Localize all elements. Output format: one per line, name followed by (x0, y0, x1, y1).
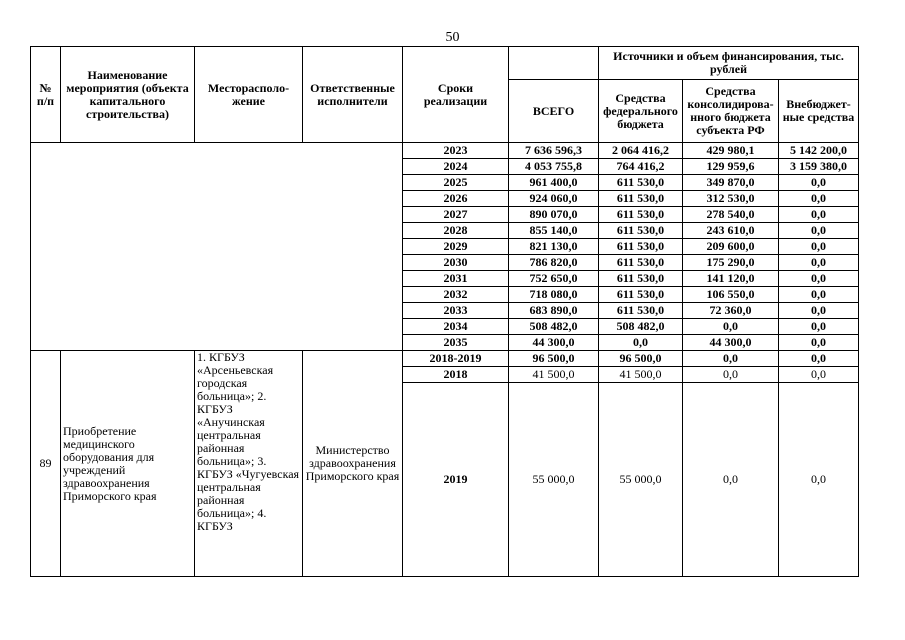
year-cell: 2018-2019 (403, 351, 509, 367)
offbudget-cell: 0,0 (779, 383, 859, 577)
offbudget-cell: 0,0 (779, 239, 859, 255)
table-row (31, 143, 859, 159)
header-period: Сроки реализации (403, 47, 509, 143)
federal-cell: 611 530,0 (599, 223, 683, 239)
regional-cell: 209 600,0 (683, 239, 779, 255)
federal-cell: 96 500,0 (599, 351, 683, 367)
offbudget-cell: 0,0 (779, 319, 859, 335)
header-sources-group: Источники и объем финансирования, тыс. рублей (599, 47, 859, 80)
item-responsible: Министерство здравоохранения Приморского края (303, 351, 403, 577)
financing-table (30, 46, 859, 577)
total-cell: 44 300,0 (509, 335, 599, 351)
offbudget-cell: 0,0 (779, 223, 859, 239)
total-cell: 718 080,0 (509, 287, 599, 303)
federal-cell: 611 530,0 (599, 239, 683, 255)
regional-cell: 0,0 (683, 367, 779, 383)
total-cell: 924 060,0 (509, 191, 599, 207)
year-cell: 2025 (403, 175, 509, 191)
year-cell: 2031 (403, 271, 509, 287)
federal-cell: 2 064 416,2 (599, 143, 683, 159)
offbudget-cell: 0,0 (779, 303, 859, 319)
offbudget-cell: 0,0 (779, 367, 859, 383)
year-cell: 2029 (403, 239, 509, 255)
total-cell: 786 820,0 (509, 255, 599, 271)
regional-cell: 0,0 (683, 351, 779, 367)
total-cell: 7 636 596,3 (509, 143, 599, 159)
year-cell: 2034 (403, 319, 509, 335)
total-cell: 961 400,0 (509, 175, 599, 191)
year-cell: 2024 (403, 159, 509, 175)
year-cell: 2032 (403, 287, 509, 303)
regional-cell: 429 980,1 (683, 143, 779, 159)
regional-cell: 278 540,0 (683, 207, 779, 223)
offbudget-cell: 0,0 (779, 191, 859, 207)
total-cell: 752 650,0 (509, 271, 599, 287)
total-cell: 855 140,0 (509, 223, 599, 239)
regional-cell: 312 530,0 (683, 191, 779, 207)
offbudget-cell: 0,0 (779, 351, 859, 367)
offbudget-cell: 3 159 380,0 (779, 159, 859, 175)
total-cell: 683 890,0 (509, 303, 599, 319)
year-cell: 2028 (403, 223, 509, 239)
federal-cell: 764 416,2 (599, 159, 683, 175)
page-number: 50 (445, 30, 460, 45)
year-cell: 2026 (403, 191, 509, 207)
total-cell: 41 500,0 (509, 367, 599, 383)
year-cell: 2023 (403, 143, 509, 159)
federal-cell: 611 530,0 (599, 175, 683, 191)
offbudget-cell: 0,0 (779, 271, 859, 287)
header-responsible: Ответственные исполнители (303, 47, 403, 143)
total-cell: 4 053 755,8 (509, 159, 599, 175)
year-cell: 2030 (403, 255, 509, 271)
federal-cell: 611 530,0 (599, 303, 683, 319)
total-cell: 55 000,0 (509, 383, 599, 577)
federal-cell: 55 000,0 (599, 383, 683, 577)
regional-cell: 129 959,6 (683, 159, 779, 175)
total-cell: 890 070,0 (509, 207, 599, 223)
header-num: № п/п (31, 47, 61, 143)
federal-cell: 611 530,0 (599, 191, 683, 207)
federal-cell: 508 482,0 (599, 319, 683, 335)
year-cell: 2019 (403, 383, 509, 577)
regional-cell: 175 290,0 (683, 255, 779, 271)
header-regional: Средства консолидирова-нного бюджета субъекта РФ (683, 80, 779, 143)
offbudget-cell: 0,0 (779, 255, 859, 271)
continuation-blank (31, 143, 403, 351)
regional-cell: 0,0 (683, 383, 779, 577)
header-total: ВСЕГО (509, 80, 599, 143)
regional-cell: 0,0 (683, 319, 779, 335)
regional-cell: 243 610,0 (683, 223, 779, 239)
header-row-1 (31, 47, 859, 80)
year-cell: 2027 (403, 207, 509, 223)
offbudget-cell: 0,0 (779, 175, 859, 191)
federal-cell: 611 530,0 (599, 287, 683, 303)
year-cell: 2033 (403, 303, 509, 319)
regional-cell: 44 300,0 (683, 335, 779, 351)
regional-cell: 141 120,0 (683, 271, 779, 287)
year-cell: 2018 (403, 367, 509, 383)
total-cell: 821 130,0 (509, 239, 599, 255)
item-location: 1. КГБУЗ «Арсеньевская городская больница»; 2. КГБУЗ «Анучинская центральная районная больница»; 3. КГБУЗ «Чугуевская центральная районная больница»; 4. КГБУЗ (195, 351, 303, 577)
header-name: Наименование мероприятия (объекта капитального строительства) (61, 47, 195, 143)
federal-cell: 611 530,0 (599, 271, 683, 287)
total-cell: 508 482,0 (509, 319, 599, 335)
item-name: Приобретение медицинского оборудования для учреждений здравоохранения Приморского края (61, 351, 195, 577)
table-row (31, 351, 859, 367)
header-federal: Средства федерального бюджета (599, 80, 683, 143)
regional-cell: 72 360,0 (683, 303, 779, 319)
offbudget-cell: 0,0 (779, 287, 859, 303)
header-offbudget: Внебюджет-ные средства (779, 80, 859, 143)
offbudget-cell: 5 142 200,0 (779, 143, 859, 159)
year-cell: 2035 (403, 335, 509, 351)
offbudget-cell: 0,0 (779, 335, 859, 351)
header-empty-total (509, 47, 599, 80)
regional-cell: 106 550,0 (683, 287, 779, 303)
regional-cell: 349 870,0 (683, 175, 779, 191)
total-cell: 96 500,0 (509, 351, 599, 367)
federal-cell: 0,0 (599, 335, 683, 351)
header-location: Месторасполо-жение (195, 47, 303, 143)
federal-cell: 41 500,0 (599, 367, 683, 383)
federal-cell: 611 530,0 (599, 255, 683, 271)
item-number: 89 (31, 351, 61, 577)
offbudget-cell: 0,0 (779, 207, 859, 223)
federal-cell: 611 530,0 (599, 207, 683, 223)
